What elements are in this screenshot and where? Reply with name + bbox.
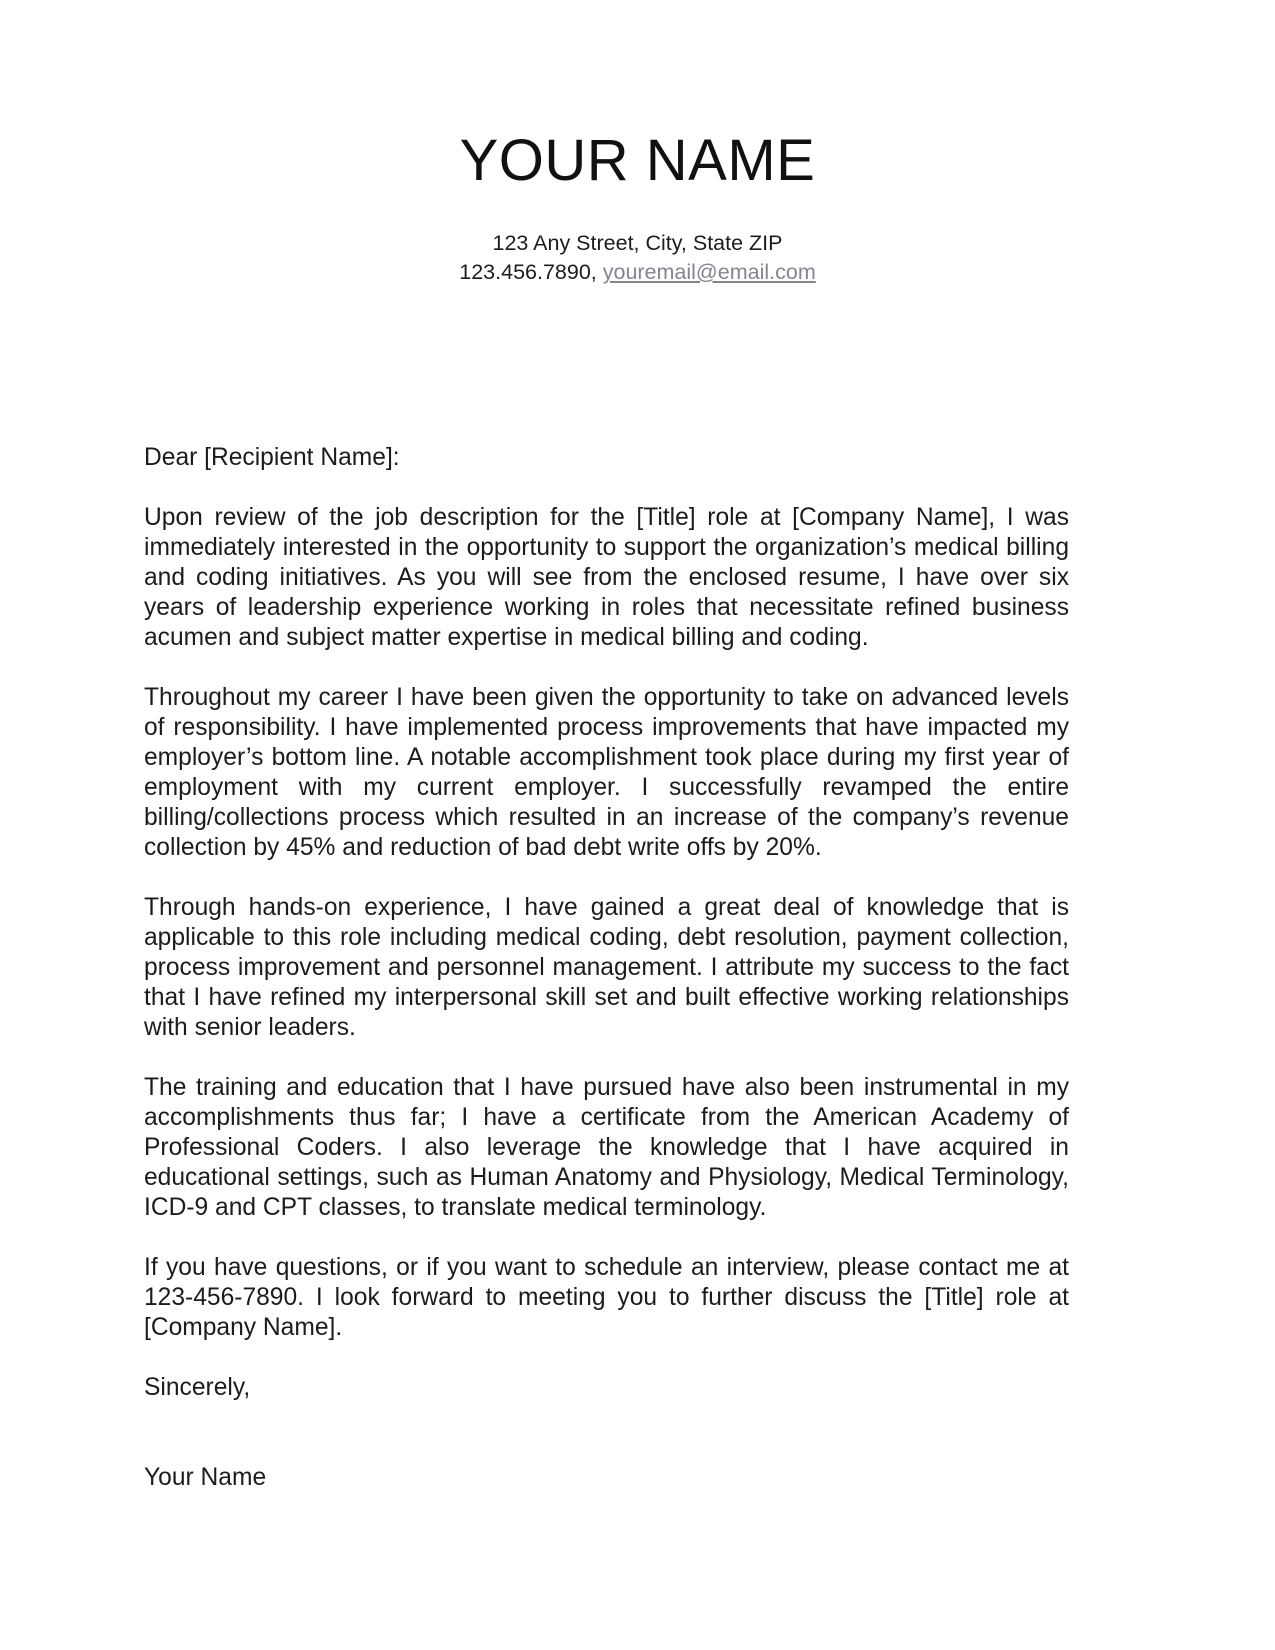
signature: Your Name — [144, 1463, 267, 1491]
letter-paragraph: If you have questions, or if you want to schedule an interview, please contact me at 123-456-7890. I look forward to meeting you to further discuss the [Title] role at [Company Name]. — [144, 1253, 1069, 1341]
phone-number: 123.456.7890, — [459, 259, 603, 284]
letter-paragraph: Through hands-on experience, I have gained a great deal of knowledge that is applicable to this role including medical coding, debt resolution, payment collection, process improvement and personnel management. I attribute my success to the fact that I have refined my interpersonal skill set and built effective working relationships with senior leaders. — [144, 893, 1069, 1041]
letter-paragraph: The training and education that I have pursued have also been instrumental in my accomplishments thus far; I have a certificate from the American Academy of Professional Coders. I also leverage the knowledge that I have acquired in educational settings, such as Human Anatomy and Physiology, Medical Terminology, ICD-9 and CPT classes, to translate medical terminology. — [144, 1073, 1069, 1221]
contact-line — [0, 258, 1275, 287]
letter-paragraph: Throughout my career I have been given the opportunity to take on advanced levels of responsibility. I have implemented process improvements that have impacted my employer’s bottom line. A notable accomplishment took place during my first year of employment with my current employer. I successfully revamped the entire billing/collections process which resulted in an increase of the company’s revenue collection by 45% and reduction of bad debt write offs by 20%. — [144, 683, 1069, 861]
letter-paragraph: Upon review of the job description for the [Title] role at [Company Name], I was immediately interested in the opportunity to support the organization’s medical billing and coding initiatives. As you will see from the enclosed resume, I have over six years of leadership experience working in roles that necessitate refined business acumen and subject matter expertise in medical billing and coding. — [144, 503, 1069, 651]
salutation: Dear [Recipient Name]: — [144, 443, 400, 471]
page-title: YOUR NAME — [459, 128, 816, 193]
letterhead — [0, 0, 1275, 287]
letter-body — [0, 443, 1275, 1493]
email-link[interactable]: youremail@email.com — [602, 259, 816, 284]
closing: Sincerely, — [144, 1373, 251, 1401]
address-line: 123 Any Street, City, State ZIP — [492, 230, 783, 255]
